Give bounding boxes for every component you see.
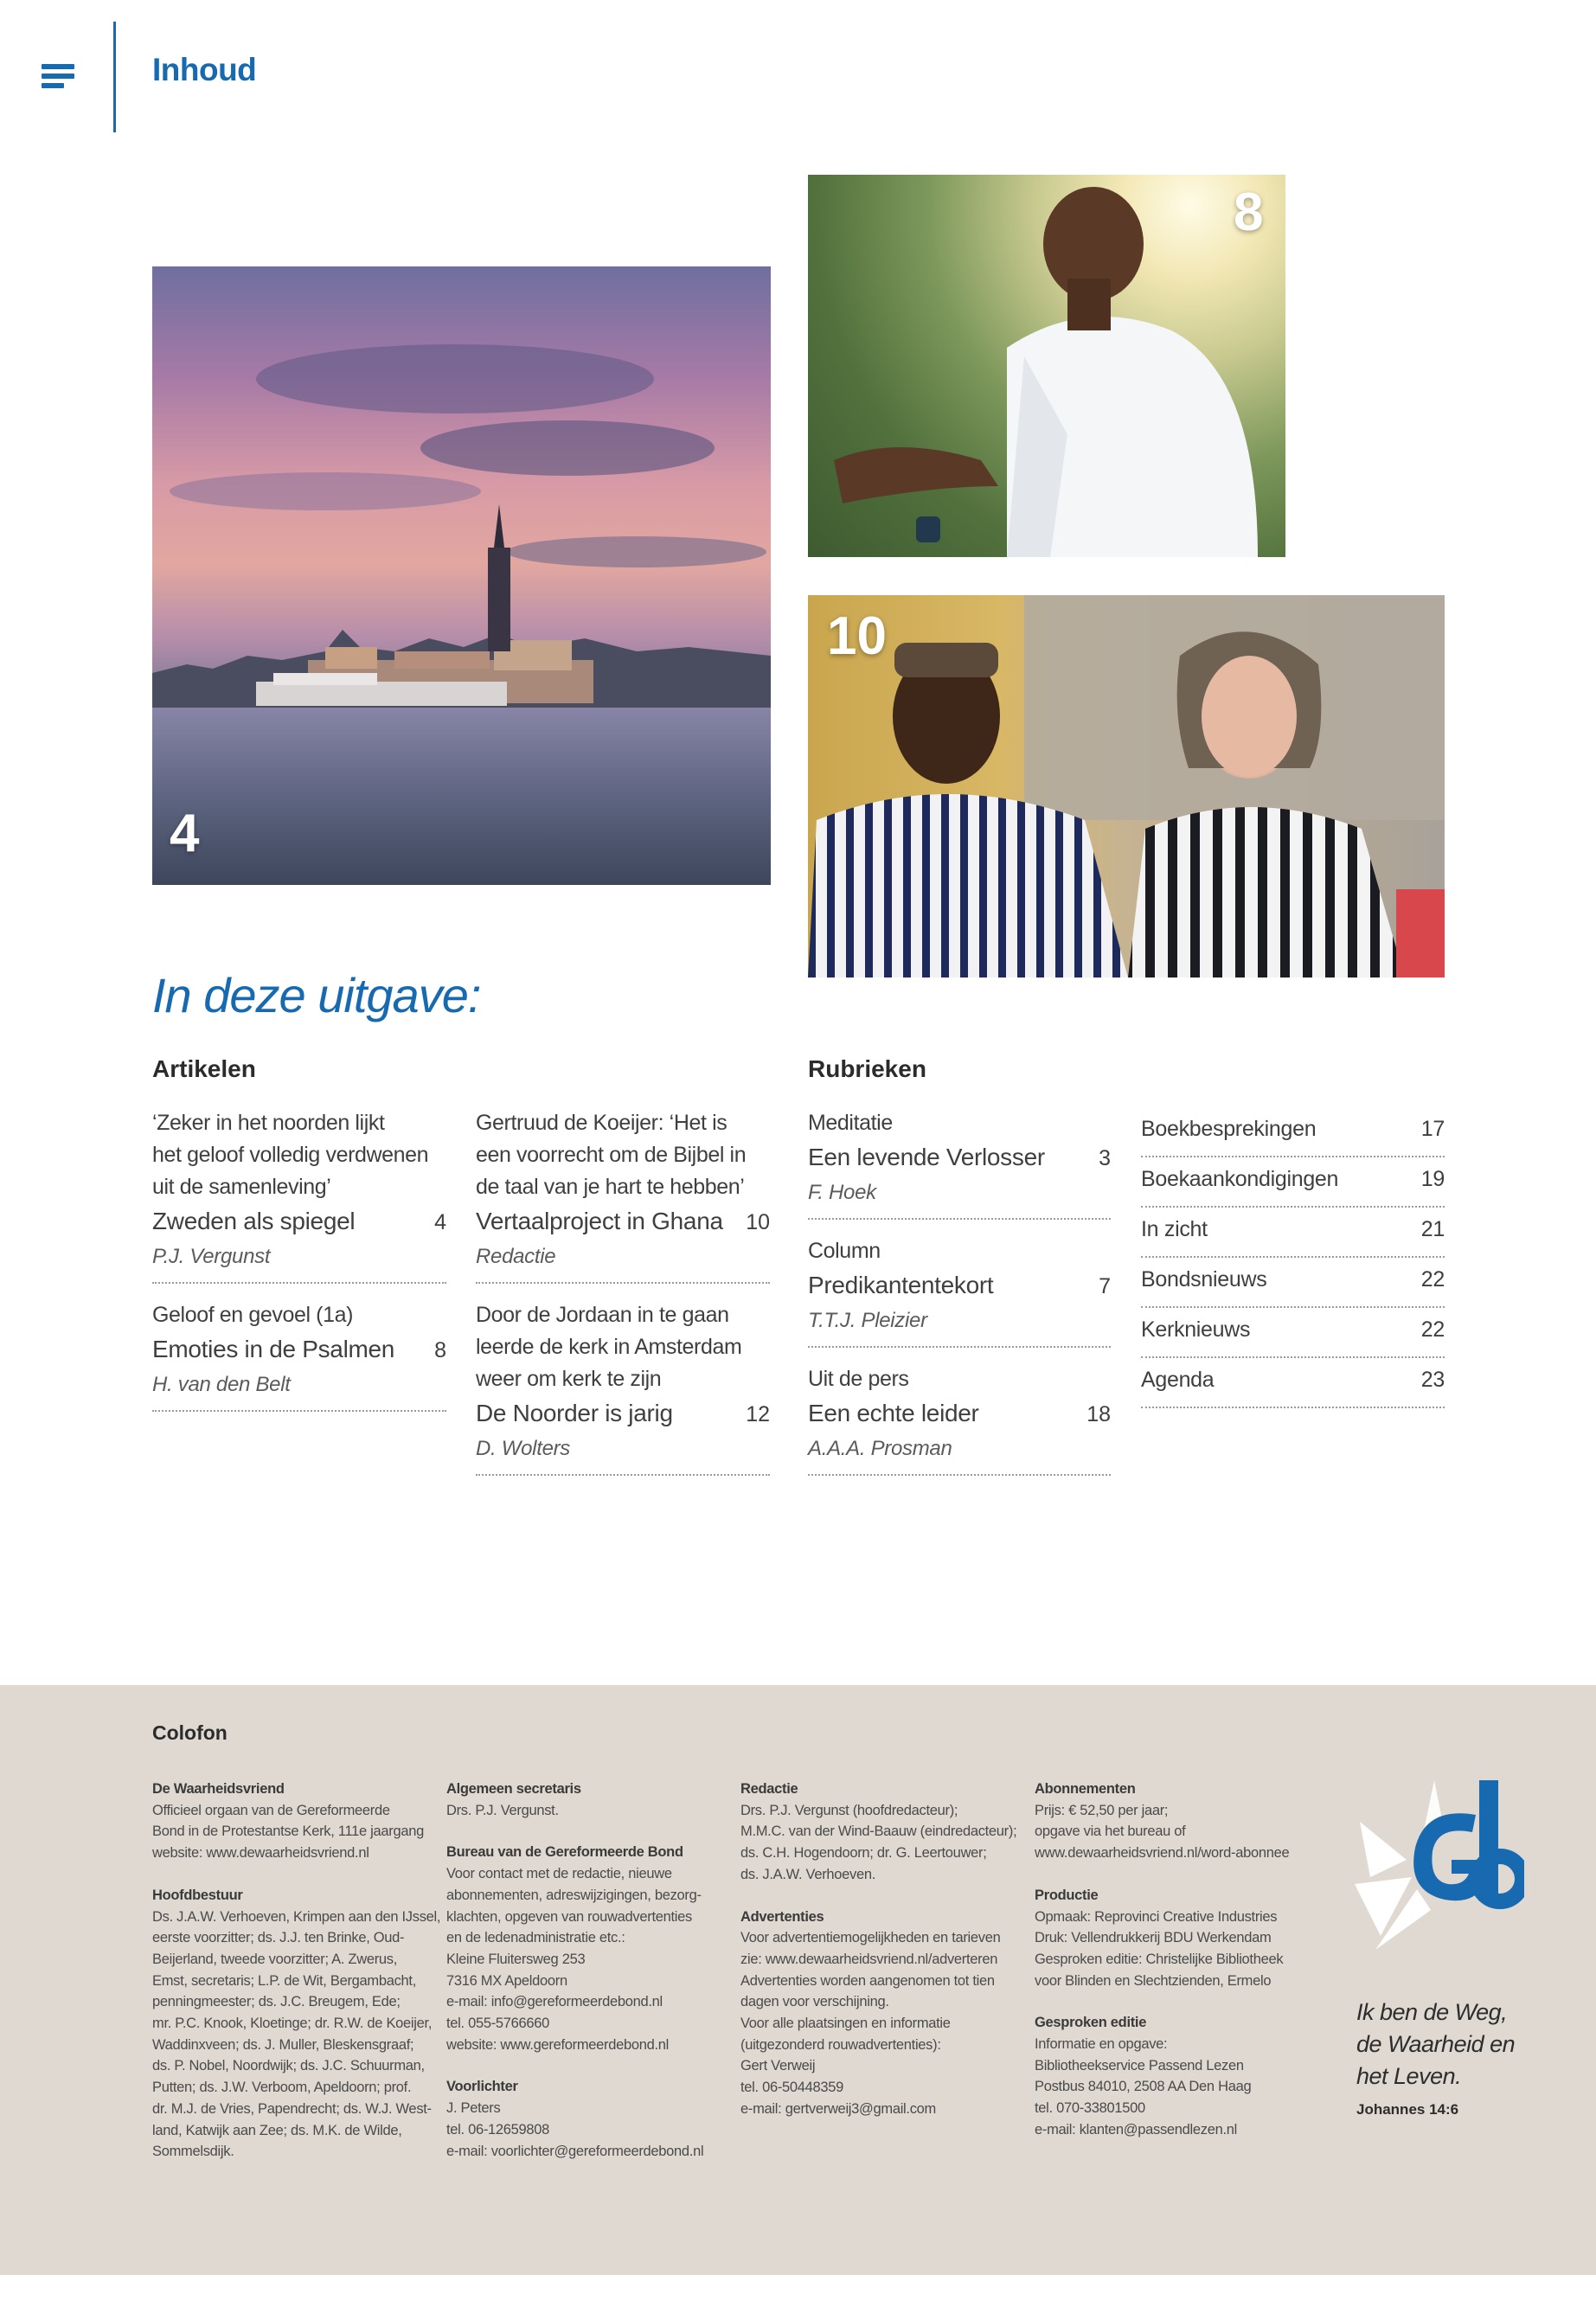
colophon-line: e-mail: voorlichter@gereformeerdebond.nl — [446, 2143, 704, 2159]
colophon-block — [152, 1779, 438, 1864]
toc-headline: Predikantentekort — [808, 1272, 994, 1298]
colophon-column-4 — [1035, 1779, 1320, 2162]
colophon-line: Opmaak: Reprovinci Creative Industries — [1035, 1908, 1278, 1925]
list-item[interactable] — [1141, 1107, 1445, 1157]
colophon-line: dr. M.J. de Vries, Papendrecht; ds. W.J. West- — [152, 2100, 432, 2117]
colophon-title: Colofon — [152, 1721, 228, 1744]
toc-entry[interactable] — [152, 1299, 446, 1412]
page-number-8: 8 — [1234, 183, 1264, 242]
colophon-line: mr. P.C. Knook, Kloetinge; dr. R.W. de Koeijer, — [152, 2016, 433, 2032]
colophon-section — [0, 1685, 1596, 2275]
columns-featured — [808, 1107, 1111, 1491]
gereformeerde-bond-logo-icon — [1355, 1780, 1524, 1966]
toc-headline-row — [152, 1203, 446, 1240]
colophon-line: voor Blinden en Slechtzienden, Ermelo — [1035, 1972, 1272, 1989]
colophon-block-heading: Voorlichter — [446, 2079, 518, 2095]
colophon-block — [1035, 1885, 1320, 1992]
columns-list — [1141, 1107, 1445, 1408]
list-item[interactable] — [1141, 1258, 1445, 1308]
articles-column-1 — [152, 1107, 446, 1427]
page-title: Inhoud — [152, 52, 257, 87]
colophon-block — [152, 1885, 441, 2163]
colophon-line: Drs. P.J. Vergunst. — [446, 1802, 559, 1818]
toc-page-number: 12 — [746, 1402, 770, 1426]
toc-kicker: uit de samenleving’ — [152, 1175, 331, 1199]
worship-illustration — [808, 175, 1285, 557]
toc-author: A.A.A. Prosman — [808, 1437, 952, 1460]
colophon-block — [446, 1842, 732, 2055]
toc-headline: Vertaalproject in Ghana — [476, 1208, 723, 1234]
colophon-block-heading: Advertenties — [740, 1908, 824, 1925]
colophon-block-heading: Algemeen secretaris — [446, 1781, 581, 1797]
toc-kicker: Uit de pers — [808, 1367, 909, 1391]
colophon-line: website: www.dewaarheidsvriend.nl — [152, 1845, 369, 1862]
menu-icon[interactable] — [42, 64, 74, 88]
bible-reference: Johannes 14:6 — [1356, 2101, 1459, 2118]
toc-entry[interactable] — [476, 1107, 770, 1284]
list-item-page: 19 — [1420, 1167, 1445, 1191]
list-item[interactable] — [1141, 1208, 1445, 1258]
colophon-line: Bond in de Protestantse Kerk, 111e jaargang — [152, 1823, 424, 1840]
list-item-page: 22 — [1420, 1267, 1445, 1292]
toc-headline: Een echte leider — [808, 1400, 979, 1426]
colophon-line: land, Katwijk aan Zee; ds. M.K. de Wilde, — [152, 2122, 402, 2138]
colophon-line: opgave via het bureau of — [1035, 1823, 1186, 1840]
photo-stockholm-skyline[interactable] — [152, 266, 771, 885]
colophon-line: Drs. P.J. Vergunst (hoofdredacteur); — [740, 1802, 958, 1818]
colophon-line: Gesproken editie: Christelijke Bibliotheek — [1035, 1951, 1284, 1967]
page-number-4: 4 — [170, 804, 200, 863]
toc-kicker: leerde de kerk in Amsterdam — [476, 1335, 742, 1359]
page-number-10: 10 — [827, 606, 887, 666]
toc-kicker: Column — [808, 1239, 881, 1263]
colophon-line: zie: www.dewaarheidsvriend.nl/adverteren — [740, 1951, 998, 1967]
toc-kicker: het geloof volledig verdwenen — [152, 1143, 429, 1167]
toc-entry[interactable] — [152, 1107, 446, 1284]
quote-line: het Leven. — [1356, 2063, 1462, 2089]
toc-author: P.J. Vergunst — [152, 1245, 271, 1268]
toc-page-number: 8 — [434, 1338, 446, 1362]
colophon-line: Emst, secretaris; L.P. de Wit, Bergambacht, — [152, 1972, 416, 1989]
toc-author: H. van den Belt — [152, 1373, 291, 1396]
colophon-block — [1035, 2012, 1320, 2140]
city-illustration — [152, 266, 771, 885]
list-item-label: Boekbesprekingen — [1141, 1117, 1317, 1141]
colophon-line: Beijerland, tweede voorzitter; A. Zwerus, — [152, 1951, 398, 1967]
colophon-line: e-mail: klanten@passendlezen.nl — [1035, 2121, 1238, 2138]
toc-page-number: 3 — [1099, 1146, 1111, 1170]
articles-heading: Artikelen — [152, 1055, 256, 1082]
toc-kicker: een voorrecht om de Bijbel in — [476, 1143, 747, 1167]
colophon-line: Voor advertentiemogelijkheden en tarieven — [740, 1930, 1001, 1946]
colophon-line: tel. 06-12659808 — [446, 2121, 550, 2138]
colophon-line: Gert Verweij — [740, 2058, 816, 2074]
colophon-line: Prijs: € 52,50 per jaar; — [1035, 1802, 1169, 1818]
toc-headline-row — [808, 1139, 1111, 1176]
toc-author: Redactie — [476, 1245, 556, 1268]
toc-kicker: weer om kerk te zijn — [476, 1367, 662, 1391]
toc-headline-row — [808, 1267, 1111, 1304]
colophon-block-heading: De Waarheidsvriend — [152, 1781, 285, 1797]
toc-entry[interactable] — [808, 1235, 1111, 1348]
colophon-line: e-mail: gertverweij3@gmail.com — [740, 2100, 936, 2117]
list-item-label: Agenda — [1141, 1368, 1215, 1392]
bible-quote — [1356, 1997, 1515, 2093]
colophon-line: Voor contact met de redactie, nieuwe — [446, 1866, 672, 1882]
toc-page-number: 18 — [1086, 1402, 1111, 1426]
colophon-line: Sommelsdijk. — [152, 2144, 234, 2160]
colophon-block-heading: Productie — [1035, 1887, 1099, 1903]
colophon-line: www.dewaarheidsvriend.nl/word-abonnee — [1035, 1845, 1290, 1862]
colophon-line: e-mail: info@gereformeerdebond.nl — [446, 1994, 663, 2010]
colophon-line: Voor alle plaatsingen en informatie — [740, 2016, 951, 2032]
colophon-line: M.M.C. van der Wind-Baauw (eindredacteur); — [740, 1823, 1017, 1840]
list-item-page: 23 — [1420, 1368, 1445, 1392]
colophon-line: tel. 055-5766660 — [446, 2016, 550, 2032]
toc-entry[interactable] — [808, 1363, 1111, 1476]
colophon-column-3 — [740, 1779, 1026, 2141]
colophon-line: dagen voor verschijning. — [740, 1994, 889, 2010]
colophon-line: Waddinxveen; ds. J. Muller, Bleskensgraaf; — [152, 2036, 414, 2053]
colophon-block — [446, 2076, 732, 2162]
toc-kicker: ‘Zeker in het noorden lijkt — [152, 1111, 385, 1135]
colophon-block — [446, 1779, 732, 1821]
colophon-block-heading: Hoofdbestuur — [152, 1887, 243, 1903]
colophon-line: klachten, opgeven van rouwadvertenties — [446, 1908, 692, 1925]
colophon-block — [740, 1907, 1026, 2120]
toc-kicker: de taal van je hart te hebben’ — [476, 1175, 745, 1199]
colophon-line: (uitgezonderd rouwadvertenties): — [740, 2036, 941, 2053]
quote-line: de Waarheid en — [1356, 2031, 1516, 2057]
colophon-block-heading: Redactie — [740, 1781, 798, 1797]
colophon-line: Kleine Fluitersweg 253 — [446, 1951, 586, 1967]
list-item-label: In zicht — [1141, 1217, 1208, 1241]
toc-author: F. Hoek — [808, 1181, 876, 1204]
toc-headline: Een levende Verlosser — [808, 1144, 1045, 1170]
list-item[interactable] — [1141, 1358, 1445, 1408]
toc-headline-row — [476, 1203, 770, 1240]
colophon-line: Druk: Vellendrukkerij BDU Werkendam — [1035, 1930, 1272, 1946]
toc-author: D. Wolters — [476, 1437, 571, 1460]
toc-page-number: 10 — [746, 1210, 770, 1234]
colophon-block-heading: Abonnementen — [1035, 1781, 1136, 1797]
colophon-block — [740, 1779, 1026, 1886]
toc-headline-row — [476, 1395, 770, 1433]
colophon-line: Ds. J.A.W. Verhoeven, Krimpen aan den IJssel, — [152, 1908, 441, 1925]
toc-headline: Zweden als spiegel — [152, 1208, 356, 1234]
colophon-line: Advertenties worden aangenomen tot tien — [740, 1972, 995, 1989]
colophon-column-2 — [446, 1779, 732, 2182]
list-item[interactable] — [1141, 1157, 1445, 1208]
toc-headline-row — [808, 1395, 1111, 1433]
toc-page-number: 7 — [1099, 1274, 1111, 1298]
toc-kicker: Geloof en gevoel (1a) — [152, 1303, 354, 1327]
colophon-column-1 — [152, 1779, 441, 2183]
toc-entry[interactable] — [808, 1107, 1111, 1220]
colophon-block-heading: Gesproken editie — [1035, 2015, 1147, 2031]
colophon-line: en de ledenadministratie etc.: — [446, 1930, 625, 1946]
colophon-line: Officieel orgaan van de Gereformeerde — [152, 1802, 390, 1818]
colophon-line: 7316 MX Apeldoorn — [446, 1972, 567, 1989]
colophon-line: website: www.gereformeerdebond.nl — [446, 2036, 669, 2053]
colophon-line: ds. P. Nobel, Noordwijk; ds. J.C. Schuurman, — [152, 2058, 425, 2074]
toc-kicker: Door de Jordaan in te gaan — [476, 1303, 729, 1327]
colophon-block — [1035, 1779, 1320, 1864]
photo-translation-project-ghana[interactable] — [808, 595, 1445, 977]
list-item-page: 17 — [1420, 1117, 1445, 1141]
list-item-label: Bondsnieuws — [1141, 1267, 1267, 1292]
list-item-label: Boekaankondigingen — [1141, 1167, 1339, 1191]
header-divider — [113, 22, 116, 132]
colophon-line: Putten; ds. J.W. Verboom, Apeldoorn; prof. — [152, 2080, 412, 2096]
colophon-line: ds. C.H. Hogendoorn; dr. G. Leertouwer; — [740, 1845, 987, 1862]
columns-heading: Rubrieken — [808, 1055, 926, 1082]
list-item[interactable] — [1141, 1308, 1445, 1358]
toc-page-number: 4 — [434, 1210, 446, 1234]
toc-headline-row — [152, 1331, 446, 1368]
toc-kicker: Gertruud de Koeijer: ‘Het is — [476, 1111, 727, 1135]
colophon-line: ds. J.A.W. Verhoeven. — [740, 1866, 876, 1882]
colophon-line: Postbus 84010, 2508 AA Den Haag — [1035, 2079, 1252, 2095]
photo-man-worshipping[interactable] — [808, 175, 1285, 557]
colophon-line: Bibliotheekservice Passend Lezen — [1035, 2057, 1244, 2073]
colophon-line: eerste voorzitter; ds. J.J. ten Brinke, Oud- — [152, 1930, 405, 1946]
list-item-page: 22 — [1420, 1317, 1445, 1342]
colophon-block-heading: Bureau van de Gereformeerde Bond — [446, 1844, 683, 1861]
toc-entry[interactable] — [476, 1299, 770, 1476]
ghana-illustration — [808, 595, 1445, 977]
toc-kicker: Meditatie — [808, 1111, 893, 1135]
colophon-line: penningmeester; ds. J.C. Breugem, Ede; — [152, 1994, 401, 2010]
toc-headline: Emoties in de Psalmen — [152, 1336, 395, 1362]
colophon-line: Informatie en opgave: — [1035, 2036, 1168, 2053]
colophon-line: tel. 06-50448359 — [740, 2080, 844, 2096]
colophon-line: abonnementen, adreswijzigingen, bezorg- — [446, 1887, 702, 1903]
articles-column-2 — [476, 1107, 770, 1491]
toc-author: T.T.J. Pleizier — [808, 1309, 927, 1332]
list-item-page: 21 — [1420, 1217, 1445, 1241]
toc-headline: De Noorder is jarig — [476, 1400, 673, 1426]
issue-contents-title: In deze uitgave: — [152, 968, 481, 1022]
colophon-line: J. Peters — [446, 2100, 501, 2117]
quote-line: Ik ben de Weg, — [1356, 1999, 1508, 2025]
colophon-line: tel. 070-33801500 — [1035, 2100, 1145, 2117]
list-item-label: Kerknieuws — [1141, 1317, 1251, 1342]
